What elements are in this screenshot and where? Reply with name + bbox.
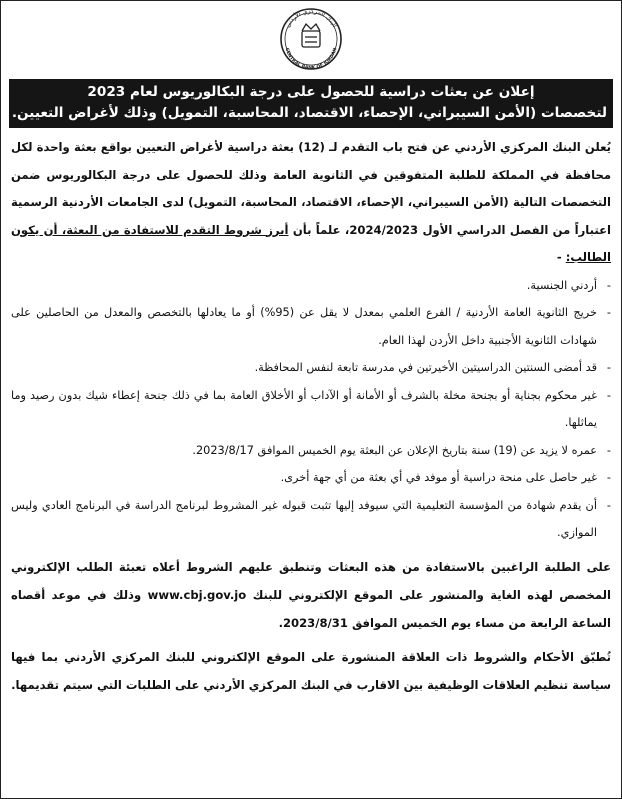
list-item: - غير محكوم بجناية أو بجنحة مخلة بالشرف أو الأمانة أو الآداب أو الأخلاق العامة بما في ذلك جنحة إعطاء شيك بدون رصيد وما يماثلها. <box>11 382 611 437</box>
dash-bullet-icon: - <box>606 443 611 457</box>
dash-bullet-icon: - <box>606 388 611 402</box>
dash-bullet-icon: - <box>606 306 611 319</box>
svg-text:البنك المركزي الأردني <box>284 8 338 29</box>
terms-paragraph: تُطبّق الأحكام والشروط ذات العلاقة المنشورة على الموقع الإلكتروني للبنك المركزي الأردني بما فيها سياسة تنظيم العلاقات الوظيفية بين الاقارب في البنك المركزي الأردني على الطلبات التي سيتم تقديمها. <box>11 649 611 692</box>
dash-bullet-icon: - <box>606 361 611 374</box>
list-item: - غير حاصل على منحة دراسية أو موفد في أي بعثة من أي جهة أخرى. <box>11 464 611 492</box>
website-link[interactable]: www.cbj.gov.jo <box>147 587 247 602</box>
dash-bullet-icon: - <box>606 498 611 512</box>
conditions-heading: أبرز شروط التقدم للاستفادة من البعثة، أن يكون الطالب: <box>11 222 611 264</box>
list-item: - خريج الثانوية العامة الأردنية / الفرع العلمي بمعدل لا يقل عن (95%) أو ما يعادلها بالتخصص والمعدل من الحاصلين على شهادات الثانوية الأجنبية داخل الأردن لهذا العام. <box>11 299 611 354</box>
logo-english-text: CENTRAL BANK OF JORDAN <box>283 47 339 72</box>
dash-bullet-icon: - <box>606 471 611 484</box>
dash-bullet-icon: - <box>606 278 611 292</box>
list-item: - أردني الجنسية. <box>11 272 611 300</box>
banner-line-2: لتخصصات (الأمن السيبراني، الإحصاء، الاقتصاد، المحاسبة، التمويل) وذلك لأغراض التعيين. <box>11 105 607 121</box>
banner-line-1: إعلان عن بعثات دراسية للحصول على درجة البكالوريوس لعام 2023 <box>87 84 535 100</box>
list-item: - عمره لا يزيد عن (19) سنة بتاريخ الإعلان عن البعثة يوم الخميس الموافق 2023/8/17. <box>11 437 611 465</box>
list-item: - قد أمضى السنتين الدراسيتين الأخيرتين في مدرسة تابعة لنفس المحافظة. <box>11 354 611 382</box>
application-instructions: على الطلبة الراغبين بالاستفادة من هذه البعثات وتنطبق عليهم الشروط أعلاه تعبئة الطلب الإلكتروني المخصص لهذه الغاية والمنشور على الموقع الإلكتروني للبنك www.cbj.gov.jo وذلك في موعد أقصاه الساعة الرابعة من مساء يوم الخميس الموافق 2023/8/31. <box>11 559 611 630</box>
intro-text: يُعلن البنك المركزي الأردني عن فتح باب التقدم لـ (12) بعثة دراسية لأغراض التعيين بواقع بعثة واحدة لكل محافظة في المملكة للطلبة المتفوقين في الثانوية العامة وذلك للحصول على درجة البكالوريوس ضمن التخصصات التالية (الأمن السيبراني، الإحصاء، الاقتصاد، المحاسبة، التمويل) لدى الجامعات الأردنية الرسمية اعتباراً من الفصل الدراسي الأول 2024/2023، علماً بأن <box>11 140 611 237</box>
title-banner <box>9 79 613 128</box>
central-bank-logo <box>265 7 357 75</box>
svg-text:CENTRAL BANK OF JORDAN <box>284 47 339 71</box>
conditions-list <box>11 272 611 547</box>
logo-arabic-text: البنك المركزي الأردني <box>284 7 338 29</box>
crown-emblem-icon <box>302 24 320 47</box>
intro-paragraph <box>11 134 611 272</box>
intro-tail: - <box>556 250 566 264</box>
list-item: - أن يقدم شهادة من المؤسسة التعليمية التي سيوفد إليها تثبت قبوله غير المشروط لبرنامج الدراسة في البرنامج العادي وليس الموازي. <box>11 492 611 547</box>
